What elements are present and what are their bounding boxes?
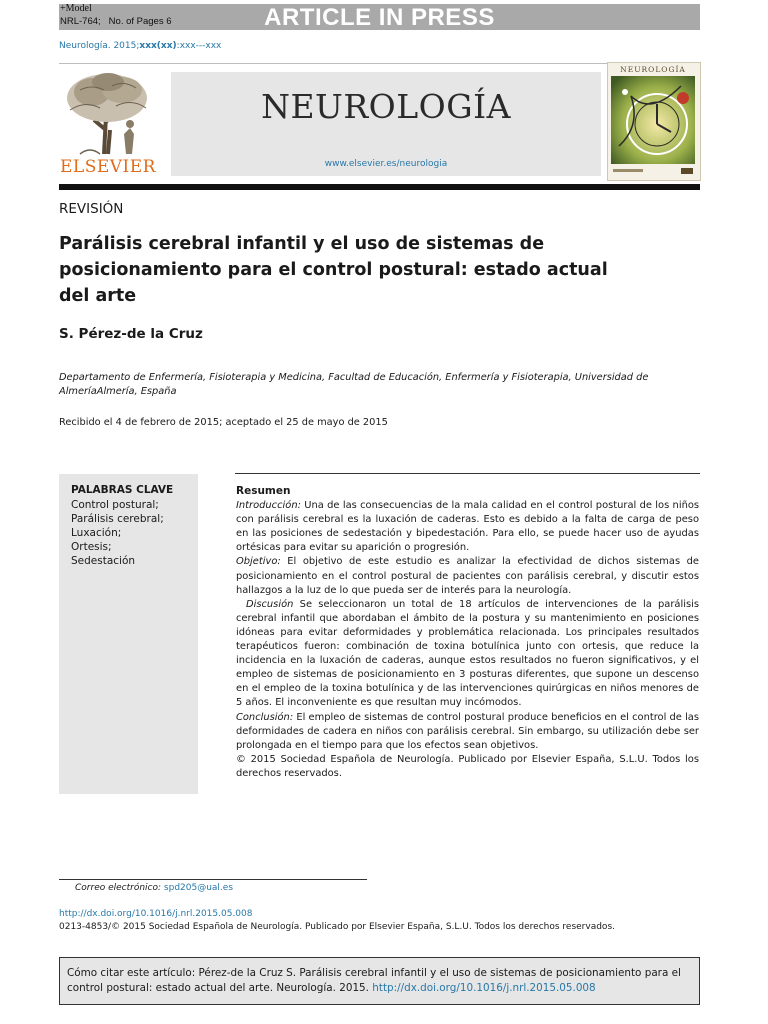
keyword-item: Sedestación [71,555,136,567]
article-title: Parálisis cerebral infantil y el uso de sistemas de posicionamiento para el control postural: estado actual del arte [59,234,608,306]
footnote-rule [59,879,367,880]
corresponding-email [75,883,233,893]
keyword-item: Control postural; [71,499,159,511]
banner-top-rule [59,63,700,64]
journal-ref-prefix: Neurología. 2015; [59,41,140,51]
keywords-heading: PALABRAS CLAVE [71,484,174,496]
doi-link[interactable]: http://dx.doi.org/10.1016/j.nrl.2015.05.008 [59,909,253,919]
elsevier-tree-logo-icon [60,70,156,156]
article-in-press-label: ARTICLE IN PRESS [264,4,495,31]
journal-ref-volume: xxx(xx) [139,41,177,51]
discussion-label: Discusión [246,598,294,610]
abstract [236,484,699,781]
manuscript-id: NRL-764; [60,16,101,27]
citation-doi-link[interactable]: http://dx.doi.org/10.1016/j.nrl.2015.05.008 [372,982,596,994]
objective-label: Objetivo: [236,556,281,568]
keyword-item: Ortesis; [71,541,112,553]
banner-bottom-rule [59,184,700,190]
model-label: +Model [60,3,92,14]
discussion-text: Se seleccionaron un total de 18 artículos de intervenciones de la parálisis cerebral infantil que abordaban el ámbito de la postura y su mantenimiento en posiciones idóneas para evitar deformidades y problemática relacionada. Los principales resultados terapéuticos fueron: combinación de toxina botulínica junto con ortesis, que reduce la incidencia en la luxación de caderas, aunque estos resultados no fueron significativos, y el empleo de sistemas de posicionamiento en 3 posturas diferentes, que supone un descenso en el empleo de la toxina botulínica y de las intervenciones quirúrgicas en niños menores de 5 años. El inconveniente es que resultan muy incómodos. [236,598,699,709]
author-name[interactable]: S. Pérez-de la Cruz [59,326,203,342]
email-label: Correo electrónico: [75,883,162,893]
abstract-top-rule [235,473,700,474]
keyword-item: Luxación; [71,527,122,539]
introduction-text: Una de las consecuencias de la mala calidad en el control postural de los niños con parálisis cerebral es la luxación de caderas. Esto es debido a la falta de carga de peso en las posiciones de sedestación y bipedestación. Para ello, se puede hacer uso de ayudas ortésicas para evitar su aparición o progresión. [236,500,700,554]
cover-title: NEUROLOGÍA [620,65,686,74]
abstract-heading: Resumen [236,485,291,497]
email-link[interactable]: spd205@ual.es [163,883,234,893]
journal-ref-pages: :xxx---xxx [176,41,222,51]
article-type: REVISIÓN [59,201,124,217]
conclusion-text: El empleo de sistemas de control postural produce beneficios en el control de las deformidades de cadera en niños con parálisis cerebral. Sin embargo, su utilización debe ser prolongada en el tiempo para que los efectos sean objetivos. [236,711,700,751]
received-dates: Recibido el 4 de febrero de 2015; aceptado el 25 de mayo de 2015 [59,417,388,428]
manuscript-id-line [60,16,180,27]
keyword-item: Parálisis cerebral; [71,513,164,525]
conclusion-label: Conclusión: [236,711,294,723]
citation-body: Cómo citar este artículo: Pérez-de la Cruz S. Parálisis cerebral infantil y el uso de sistemas de posicionamiento para el control postural: estado actual del arte. Neurología. 2015. [67,967,681,994]
journal-reference[interactable] [59,41,221,51]
introduction-label: Introducción: [236,500,301,512]
cover-footer-band [611,166,695,176]
publisher-wordmark: ELSEVIER [60,157,156,177]
keywords-list [71,498,164,568]
abstract-conclusion [236,711,699,753]
objective-text: El objetivo de este estudio es analizar la efectividad de dichos sistemas de posicionamiento en el control postural de pacientes con parálisis cerebral, y discutir estos hallazgos a la luz de lo que pueda ser de interés para la neurología. [236,556,700,596]
page-count: No. of Pages 6 [108,16,172,27]
journal-name: NEUROLOGÍA [261,87,511,126]
cover-clock-art-icon [611,76,695,164]
abstract-objective [236,555,699,597]
citation-text [67,966,693,996]
abstract-discussion [236,598,699,711]
abstract-introduction [236,499,699,555]
abstract-copyright: © 2015 Sociedad Española de Neurología. Publicado por Elsevier España, S.L.U. Todos los derechos reservados. [236,753,699,779]
author-affiliation: Departamento de Enfermería, Fisioterapia y Medicina, Facultad de Educación, Enfermería y Fisioterapia, Universidad de AlmeríaAlmería, España [59,372,649,397]
journal-url-link[interactable]: www.elsevier.es/neurologia [324,159,448,169]
issn-copyright: 0213-4853/© 2015 Sociedad Española de Neurología. Publicado por Elsevier España, S.L.U. Todos los derechos reservados. [59,922,615,932]
